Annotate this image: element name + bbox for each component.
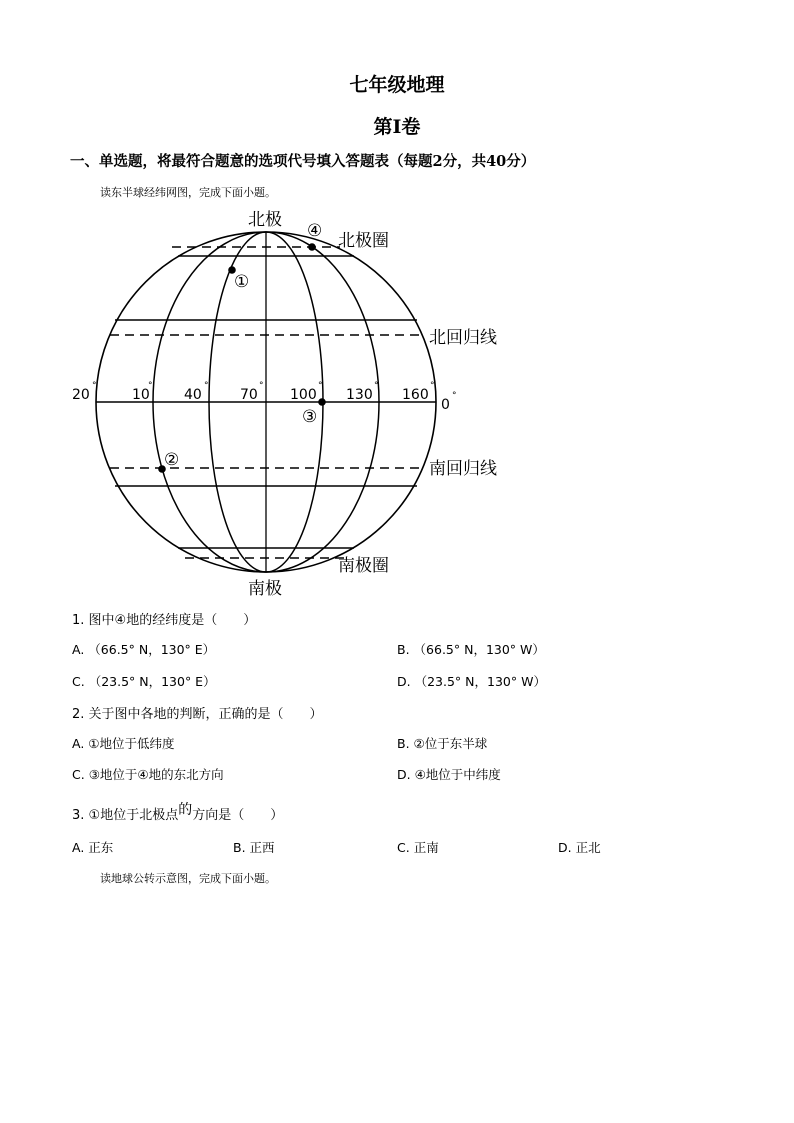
intro-text-2: 读地球公转示意图，完成下面小题。 <box>100 872 276 885</box>
page-title: 七年级地理 <box>349 74 445 96</box>
q3-option-c[interactable] <box>397 838 439 856</box>
option-text: 正南 <box>413 840 439 855</box>
option-key: B. <box>397 642 410 657</box>
option-text: （66.5° N，130° W） <box>413 642 545 657</box>
question-number: 3. <box>72 808 85 823</box>
option-text: 正东 <box>88 840 114 855</box>
lon-label-70: 70 <box>240 387 258 403</box>
option-key: C. <box>72 767 85 782</box>
option-key: C. <box>397 840 410 855</box>
degree-mark: ° <box>204 381 209 391</box>
lon-label-160: 160 <box>402 387 429 403</box>
q2-option-a[interactable] <box>72 734 175 752</box>
question-stem-raised: 的 <box>178 802 193 818</box>
north-pole-label: 北极 <box>248 210 282 230</box>
q2-option-b[interactable] <box>397 734 487 752</box>
lon-label-130: 130 <box>346 387 373 403</box>
q1-option-d[interactable] <box>397 672 546 690</box>
q1-option-a[interactable] <box>72 640 215 658</box>
question-stem-before: ①地位于北极点 <box>88 808 179 823</box>
option-key: B. <box>397 736 410 751</box>
option-key: A. <box>72 642 85 657</box>
question-stem: 关于图中各地的判断，正确的是（ ） <box>88 707 323 722</box>
option-text: ③地位于④地的东北方向 <box>88 767 224 782</box>
point-4-dot <box>308 243 316 251</box>
option-text: （23.5° N，130° W） <box>414 674 546 689</box>
question-number: 1. <box>72 613 85 628</box>
question-number: 2. <box>72 707 85 722</box>
degree-mark: ° <box>318 381 323 391</box>
question-stem: 图中④地的经纬度是（ ） <box>88 613 257 628</box>
option-text: ②位于东半球 <box>413 736 488 751</box>
option-key: D. <box>397 674 411 689</box>
option-text: 正西 <box>249 840 275 855</box>
degree-mark: ° <box>148 381 153 391</box>
marker-1: ① <box>234 272 250 292</box>
tropic-capricorn-label: 南回归线 <box>429 459 497 479</box>
q2-option-d[interactable] <box>397 765 501 783</box>
option-text: ①地位于低纬度 <box>88 736 175 751</box>
lon-label-100: 100 <box>290 387 317 403</box>
question-1 <box>72 609 256 628</box>
q1-option-b[interactable] <box>397 640 545 658</box>
q2-option-c[interactable] <box>72 765 224 783</box>
section-heading: 一、单选题，将最符合题意的选项代号填入答题表（每题2分，共40分） <box>70 153 536 170</box>
marker-2: ② <box>164 450 180 470</box>
volume-title: 第Ⅰ卷 <box>373 116 421 138</box>
degree-mark: ° <box>430 381 435 391</box>
question-2 <box>72 703 323 722</box>
lon-label-0: 0 <box>441 397 450 413</box>
option-key: C. <box>72 674 85 689</box>
question-3 <box>72 804 283 824</box>
option-key: D. <box>397 767 411 782</box>
question-stem-after: 方向是（ ） <box>192 808 284 823</box>
option-key: B. <box>233 840 246 855</box>
option-text: （23.5° N，130° E） <box>88 674 216 689</box>
arctic-circle-label: 北极圈 <box>338 231 389 251</box>
south-pole-label: 南极 <box>248 579 282 599</box>
degree-mark: ° <box>452 391 457 401</box>
option-key: A. <box>72 840 85 855</box>
antarctic-circle-label: 南极圈 <box>338 556 389 576</box>
intro-text-1: 读东半球经纬网图，完成下面小题。 <box>100 186 276 199</box>
tropic-cancer-label: 北回归线 <box>429 328 497 348</box>
lon-label-20: 20 <box>72 387 90 403</box>
option-text: 正北 <box>575 840 601 855</box>
q3-option-a[interactable] <box>72 838 113 856</box>
q3-option-d[interactable] <box>558 838 601 856</box>
q1-option-c[interactable] <box>72 672 216 690</box>
option-text: ④地位于中纬度 <box>414 767 501 782</box>
option-key: A. <box>72 736 85 751</box>
lon-label-10: 10 <box>132 387 150 403</box>
degree-mark: ° <box>259 381 264 391</box>
option-key: D. <box>558 840 572 855</box>
lon-label-40: 40 <box>184 387 202 403</box>
marker-4: ④ <box>307 221 323 241</box>
q3-option-b[interactable] <box>233 838 275 856</box>
option-text: （66.5° N，130° E） <box>88 642 216 657</box>
degree-mark: ° <box>374 381 379 391</box>
point-3-dot <box>318 398 326 406</box>
degree-mark: ° <box>92 381 97 391</box>
marker-3: ③ <box>302 407 318 427</box>
